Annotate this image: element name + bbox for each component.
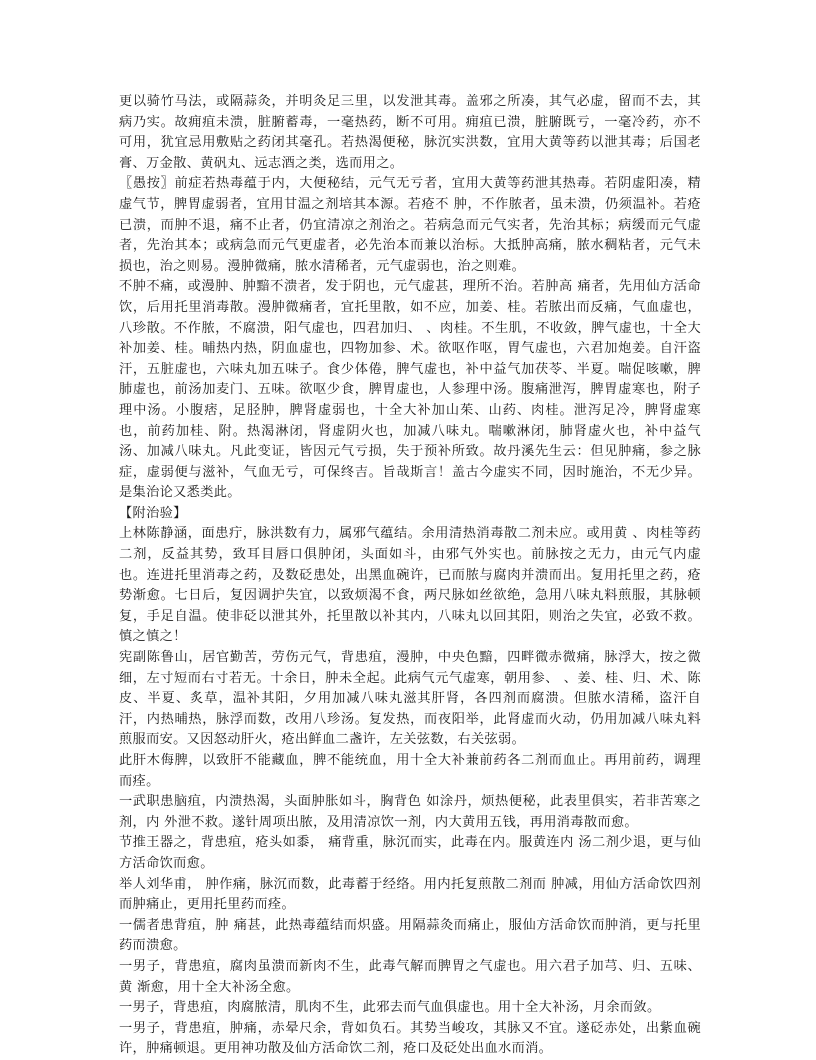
case-paragraph: 一男子，背患疽，腐肉虽溃而新肉不生，此毒气解而脾胃之气虚也。用六君子加芎、归、五味、黄 渐愈，用十全大补汤全愈。	[119, 958, 701, 995]
author-note-paragraph: 〖愚按〗前症若热毒蕴于内，大便秘结，元气无亏者，宜用大黄等药泄其热毒。若阴虚阳凑，精虚气节，脾胃虚弱者，宜用甘温之剂培其本源。若疮不 肿，不作脓者，虽未溃，仍须温补。若疮已溃，而肿不退，痛不止者，仍宜清凉之剂治之。若病急而元气实者，先治其标；病缓而元气虚者，先治其本；或病急而元气更虚者，必先治本而兼以治标。大抵肿高痛，脓水稠粘者，元气未损也，治之则易。漫肿微痛，脓水清稀者，元气虚弱也，治之则难。	[119, 176, 701, 274]
case-paragraph: 举人刘华甫， 肿作痛，脉沉而数，此毒蓄于经络。用内托复煎散二剂而 肿减，用仙方活命饮四剂而肿痛止，更用托里药而痊。	[119, 876, 701, 913]
case-paragraph: 一男子，背患疽，肉腐脓清，肌肉不生，此邪去而气血俱虚也。用十全大补汤，月余而敛。	[119, 1000, 661, 1016]
case-paragraph: 上林陈静涵，面患疔，脉洪数有力，属邪气蕴结。余用清热消毒散二剂未应。或用黄 、肉桂等药二剂，反益其势，致耳目唇口俱肿闭，头面如斗，由邪气外实也。前脉按之无力，由元气内虚也。连进托里消毒之药，及数砭患处，出黑血碗许，已而脓与腐肉并溃而出。复用托里之药，疮势渐愈。七日后，复因调护失宜，以致烦渴不食，两尺脉如丝欲绝，急用八味丸料煎服，其脉顿复，手足自温。使非砭以泄其外，托里散以补其内，八味丸以回其阳，则治之失宜，必致不救。慎之慎之！	[119, 526, 701, 645]
body-paragraph: 不肿不痛，或漫肿、肿黯不溃者，发于阴也，元气虚甚，理所不治。若肿高 痛者，先用仙方活命饮，后用托里消毒散。漫肿微痛者，宜托里散，如不应，加姜、桂。若脓出而反痛，气血虚也，八珍散。不作脓，不腐溃，阳气虚也，四君加归、 、肉桂。不生肌，不收敛，脾气虚也，十全大补加姜、桂。晡热内热，阴血虚也，四物加参、术。欲呕作呕，胃气虚也，六君加炮姜。自汗盗汗，五脏虚也，六味丸加五味子。食少体倦，脾气虚也，补中益气加茯苓、半夏。喘促咳嗽，脾肺虚也，前汤加麦门、五味。欲呕少食，脾胃虚也，人参理中汤。腹痛泄泻，脾胃虚寒也，附子理中汤。小腹痞，足胫肿，脾肾虚弱也，十全大补加山茱、山药、肉桂。泄泻足冷，脾肾虚寒也，前药加桂、附。热渴淋闭，肾虚阴火也，加减八味丸。喘嗽淋闭，肺肾虚火也，补中益气汤、加减八味丸。凡此变证，皆因元气亏损，失于预补所致。故丹溪先生云：但见肿痛，参之脉症，虚弱便与滋补，气血无亏，可保终吉。旨哉斯言！盖古今虚实不同，因时施治，不无少异。是集治论又悉类此。	[119, 279, 701, 501]
case-paragraph: 一武职患脑疽，内溃热渴，头面肿胀如斗，胸背色 如涂丹，烦热便秘，此表里俱实，若非苦寒之剂，内 外泄不救。遂针周项出脓，及用清凉饮一剂，内大黄用五钱，再用消毒散而愈。	[119, 794, 701, 830]
document-page	[119, 92, 701, 1060]
body-paragraph: 更以骑竹马法，或隔蒜灸，并明灸足三里，以发泄其毒。盖邪之所凑，其气必虚，留而不去，其病乃实。故痈疽未溃，脏腑蓄毒，一毫热药，断不可用。痈疽已溃，脏腑既亏，一毫冷药，亦不可用，犹宜忌用敷贴之药闭其毫孔。若热渴便秘，脉沉实洪数，宜用大黄等药以泄其毒；后国老膏、万金散、黄矾丸、远志酒之类，选而用之。	[119, 94, 701, 171]
case-paragraph: 节推王器之，背患疽，疮头如黍， 痛背重，脉沉而实，此毒在内。服黄连内 汤二剂少退，更与仙方活命饮而愈。	[119, 835, 701, 871]
case-paragraph: 一儒者患背疽，肿 痛甚，此热毒蕴结而炽盛。用隔蒜灸而痛止，服仙方活命饮而肿消，更与托里药而溃愈。	[119, 917, 701, 954]
section-heading: 【附治验】	[119, 505, 187, 521]
case-paragraph: 此肝木侮脾，以致肝不能藏血，脾不能统血，用十全大补兼前药各二剂而血止。再用前药，调理而痊。	[119, 753, 701, 789]
case-paragraph: 一男子，背患疽，肿痛，赤晕尺余，背如负石。其势当峻攻，其脉又不宜。遂砭赤处，出紫血碗许，肿痛顿退。更用神功散及仙方活命饮二剂，疮口及砭处出血水而消。	[119, 1020, 701, 1057]
case-paragraph: 宪副陈鲁山，居官勤苦，劳伤元气，背患疽，漫肿，中央色黯，四畔微赤微痛，脉浮大，按之微细，左寸短而右寸若无。十余日，肿未全起。此病气元气虚寒，朝用参、 、姜、桂、归、术、陈皮、半夏、炙草，温补其阳，夕用加减八味丸滋其肝肾，各四剂而腐溃。但脓水清稀，盗汗自汗，内热晡热，脉浮而数，改用八珍汤。复发热，而夜阳举，此肾虚而火动，仍用加减八味丸料煎服而安。又因怒动肝火，疮出鲜血二盏许，左关弦数，右关弦弱。	[119, 650, 701, 748]
